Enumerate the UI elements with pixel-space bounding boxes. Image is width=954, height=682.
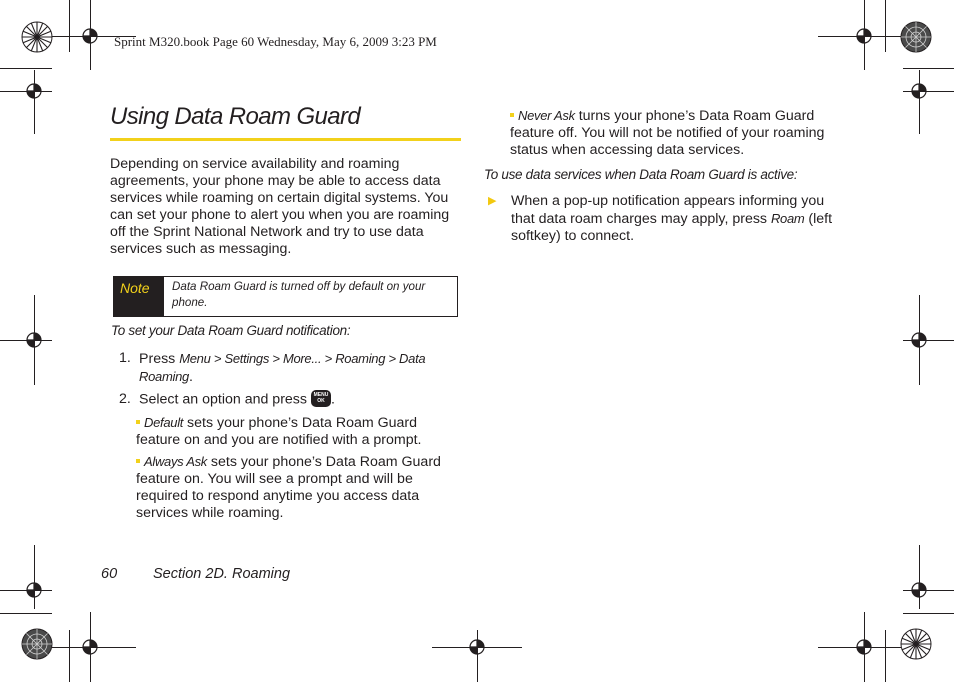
step-number: 2. <box>119 391 131 407</box>
procedure-heading-2: To use data services when Data Roam Guard is active: <box>484 167 798 182</box>
note-text: Data Roam Guard is turned off by default on your phone. <box>172 280 426 309</box>
option-always-ask <box>136 453 456 522</box>
bullet-text: When a pop-up notification appears informing you that data roam charges may apply, press <box>511 193 825 227</box>
crosshair-icon <box>854 637 874 657</box>
softkey-term: Roam <box>770 211 805 226</box>
bullet-text-end: (left softkey) to connect. <box>511 211 833 244</box>
option-desc: turns your phone’s Data Roam Guard feature off. You will not be notified of your roaming status when accessing data services. <box>510 108 825 158</box>
step-2 <box>119 391 454 408</box>
crosshair-icon <box>909 580 929 600</box>
note-label: Note <box>114 277 164 316</box>
crosshair-icon <box>467 637 487 657</box>
option-term: Default <box>144 415 184 430</box>
option-term: Never Ask <box>518 108 575 123</box>
step-text: Press <box>139 351 176 367</box>
note-box <box>113 276 458 317</box>
crosshair-icon <box>909 81 929 101</box>
option-never-ask <box>510 107 840 159</box>
yellow-square-bullet-icon <box>136 459 140 463</box>
page-title: Using Data Roam Guard <box>110 103 361 130</box>
starburst-target-icon <box>900 628 932 660</box>
crosshair-icon <box>80 26 100 46</box>
step-text: Select an option and press <box>139 391 307 408</box>
crosshair-icon <box>80 637 100 657</box>
menu-path: Menu > Settings > More... > Roaming > Data Roaming <box>139 351 426 384</box>
option-desc: sets your phone’s Data Roam Guard feature on. You will see a prompt and will be required to respond anytime you access data services while roaming. <box>136 454 441 521</box>
step-end: . <box>330 391 335 408</box>
step-1 <box>119 350 454 386</box>
step-number: 1. <box>119 350 131 366</box>
section-label: Section 2D. Roaming <box>153 566 291 582</box>
step-end: . <box>188 369 193 385</box>
option-desc: sets your phone’s Data Roam Guard feature on and you are notified with a prompt. <box>136 415 422 448</box>
crosshair-icon <box>854 26 874 46</box>
menu-ok-key-icon: MENU OK <box>311 390 331 407</box>
intro-paragraph: Depending on service availability and roaming agreements, your phone may be able to access data services while roaming on certain digital systems. You can set your phone to alert you when you are roaming off the Sprint National Network and try to use data services such as messaging. <box>110 156 450 257</box>
option-term: Always Ask <box>144 454 207 469</box>
page-number: 60 <box>101 566 118 582</box>
arrow-bullet-item <box>488 193 833 245</box>
yellow-square-bullet-icon <box>136 420 140 424</box>
yellow-square-bullet-icon <box>510 113 514 117</box>
yellow-triangle-arrow-icon: ▶ <box>488 195 497 207</box>
rosette-target-icon <box>21 628 53 660</box>
crosshair-icon <box>24 580 44 600</box>
starburst-target-icon <box>21 21 53 53</box>
print-header: Sprint M320.book Page 60 Wednesday, May 6, 2009 3:23 PM <box>114 34 437 49</box>
crosshair-icon <box>24 330 44 350</box>
title-underline <box>110 138 461 141</box>
option-default <box>136 414 456 449</box>
crosshair-icon <box>24 81 44 101</box>
procedure-heading: To set your Data Roam Guard notification: <box>111 323 351 338</box>
rosette-target-icon <box>900 21 932 53</box>
crosshair-icon <box>909 330 929 350</box>
